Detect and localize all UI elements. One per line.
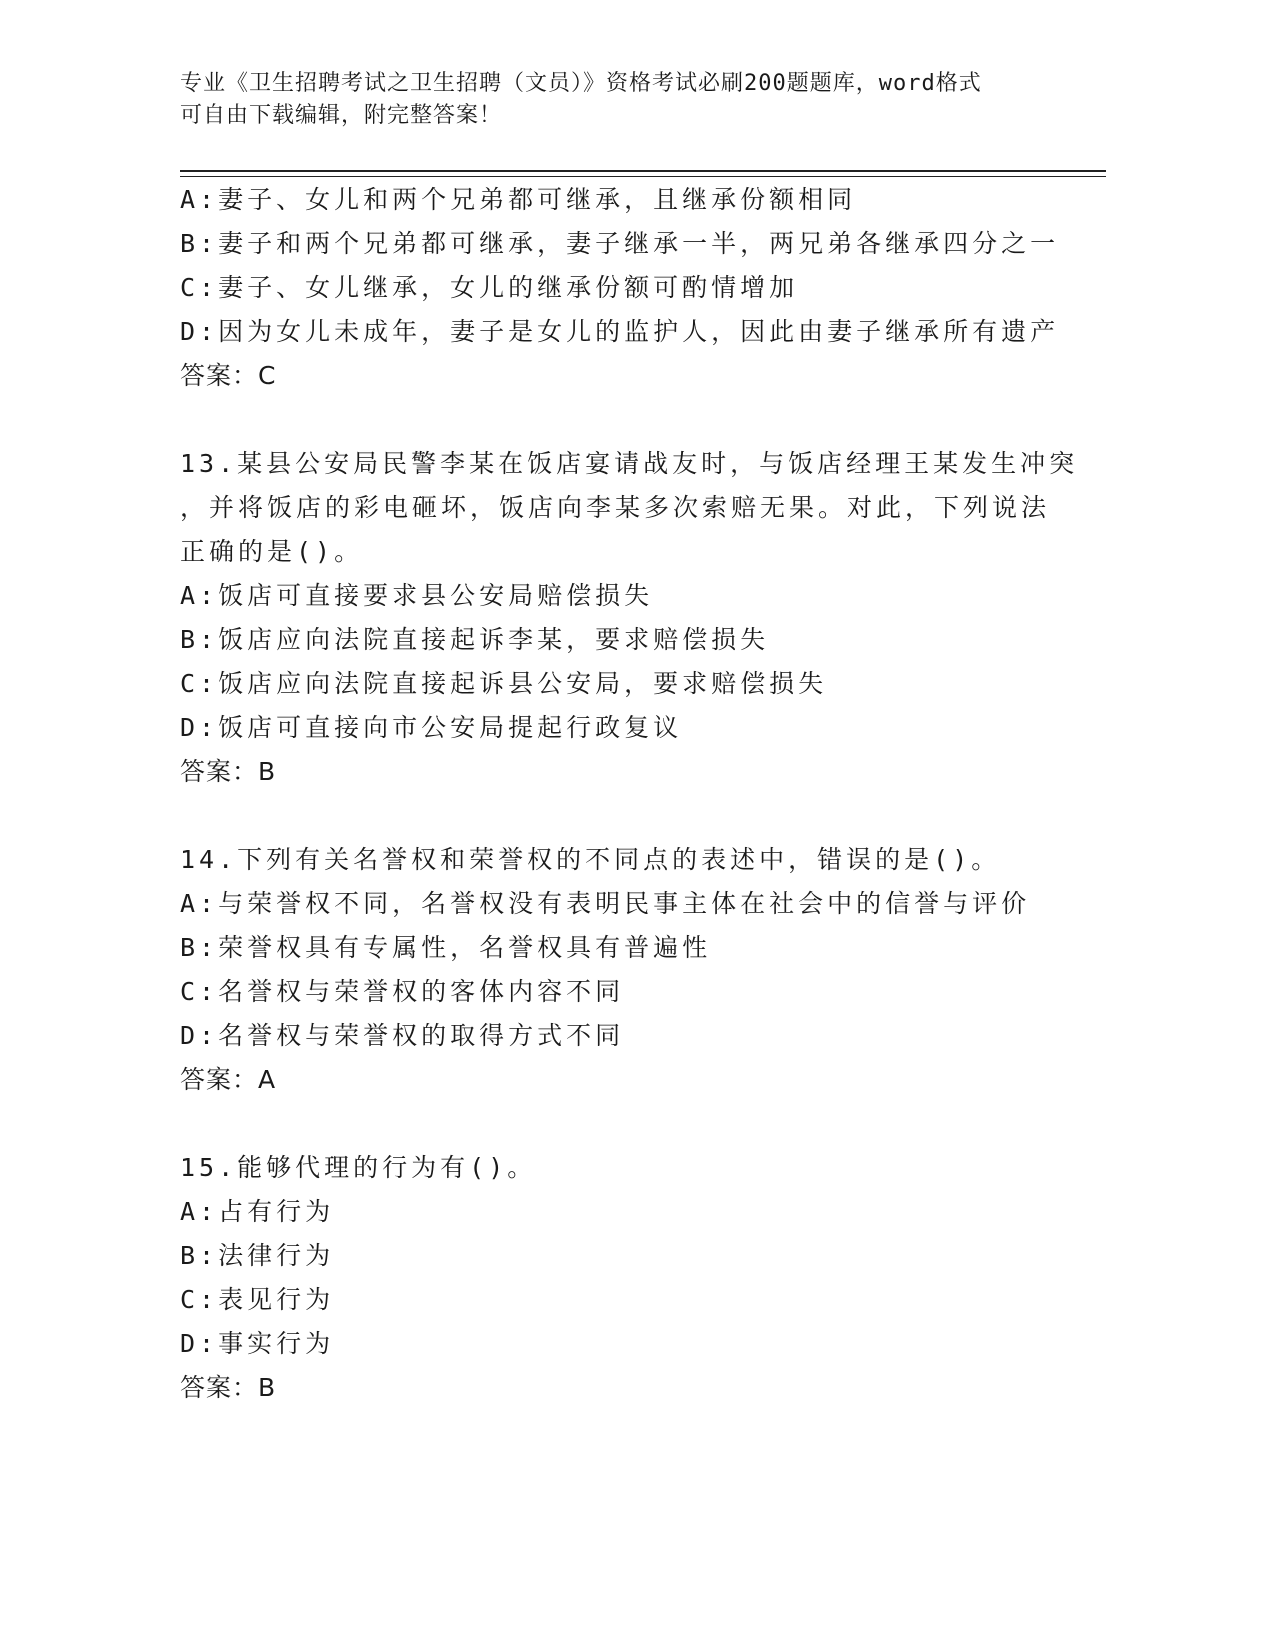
option-d: D:事实行为 [180,1329,335,1358]
option-d: D:饭店可直接向市公安局提起行政复议 [180,713,683,742]
answer: 答案：B [180,757,277,786]
answer: 答案：A [180,1065,277,1094]
option-a: A:与荣誉权不同，名誉权没有表明民事主体在社会中的信誉与评价 [180,889,1031,918]
header-title-line-1: 专业《卫生招聘考试之卫生招聘（文员）》资格考试必刷200题题库，word格式 [180,71,982,96]
question-spacer [180,1102,1080,1146]
option-c: C:名誉权与荣誉权的客体内容不同 [180,977,625,1006]
header-title-line-2: 可自由下载编辑，附完整答案！ [180,103,503,128]
option-b: B:饭店应向法院直接起诉李某，要求赔偿损失 [180,625,770,654]
option-c: C:饭店应向法院直接起诉县公安局，要求赔偿损失 [180,669,828,698]
question-stem-line: 13.某县公安局民警李某在饭店宴请战友时，与饭店经理王某发生冲突 [180,449,1079,478]
question-spacer [180,398,1080,442]
option-d: D:名誉权与荣誉权的取得方式不同 [180,1021,625,1050]
question-13 [180,442,1080,794]
answer: 答案：B [180,1373,277,1402]
option-b: B:妻子和两个兄弟都可继承，妻子继承一半，两兄弟各继承四分之一 [180,229,1060,258]
question-stem-line: 15.能够代理的行为有()。 [180,1153,537,1182]
header-divider-thick [180,170,1106,172]
document-header [180,68,1060,132]
question-stem-line: 正确的是()。 [180,537,364,566]
option-a: A:占有行为 [180,1197,335,1226]
option-b: B:法律行为 [180,1241,335,1270]
option-a: A:饭店可直接要求县公安局赔偿损失 [180,581,654,610]
option-d: D:因为女儿未成年，妻子是女儿的监护人，因此由妻子继承所有遗产 [180,317,1060,346]
question-list [180,178,1080,1410]
question-12 [180,178,1080,398]
question-14 [180,838,1080,1102]
question-15 [180,1146,1080,1410]
option-c: C:表见行为 [180,1285,335,1314]
option-a: A:妻子、女儿和两个兄弟都可继承，且继承份额相同 [180,185,857,214]
question-stem-line: 14.下列有关名誉权和荣誉权的不同点的表述中，错误的是()。 [180,845,1001,874]
answer: 答案：C [180,361,277,390]
question-spacer [180,794,1080,838]
option-b: B:荣誉权具有专属性，名誉权具有普遍性 [180,933,712,962]
question-stem-line: ，并将饭店的彩电砸坏，饭店向李某多次索赔无果。对此，下列说法 [180,493,1051,522]
header-divider-thin [180,176,1106,177]
option-c: C:妻子、女儿继承，女儿的继承份额可酌情增加 [180,273,799,302]
